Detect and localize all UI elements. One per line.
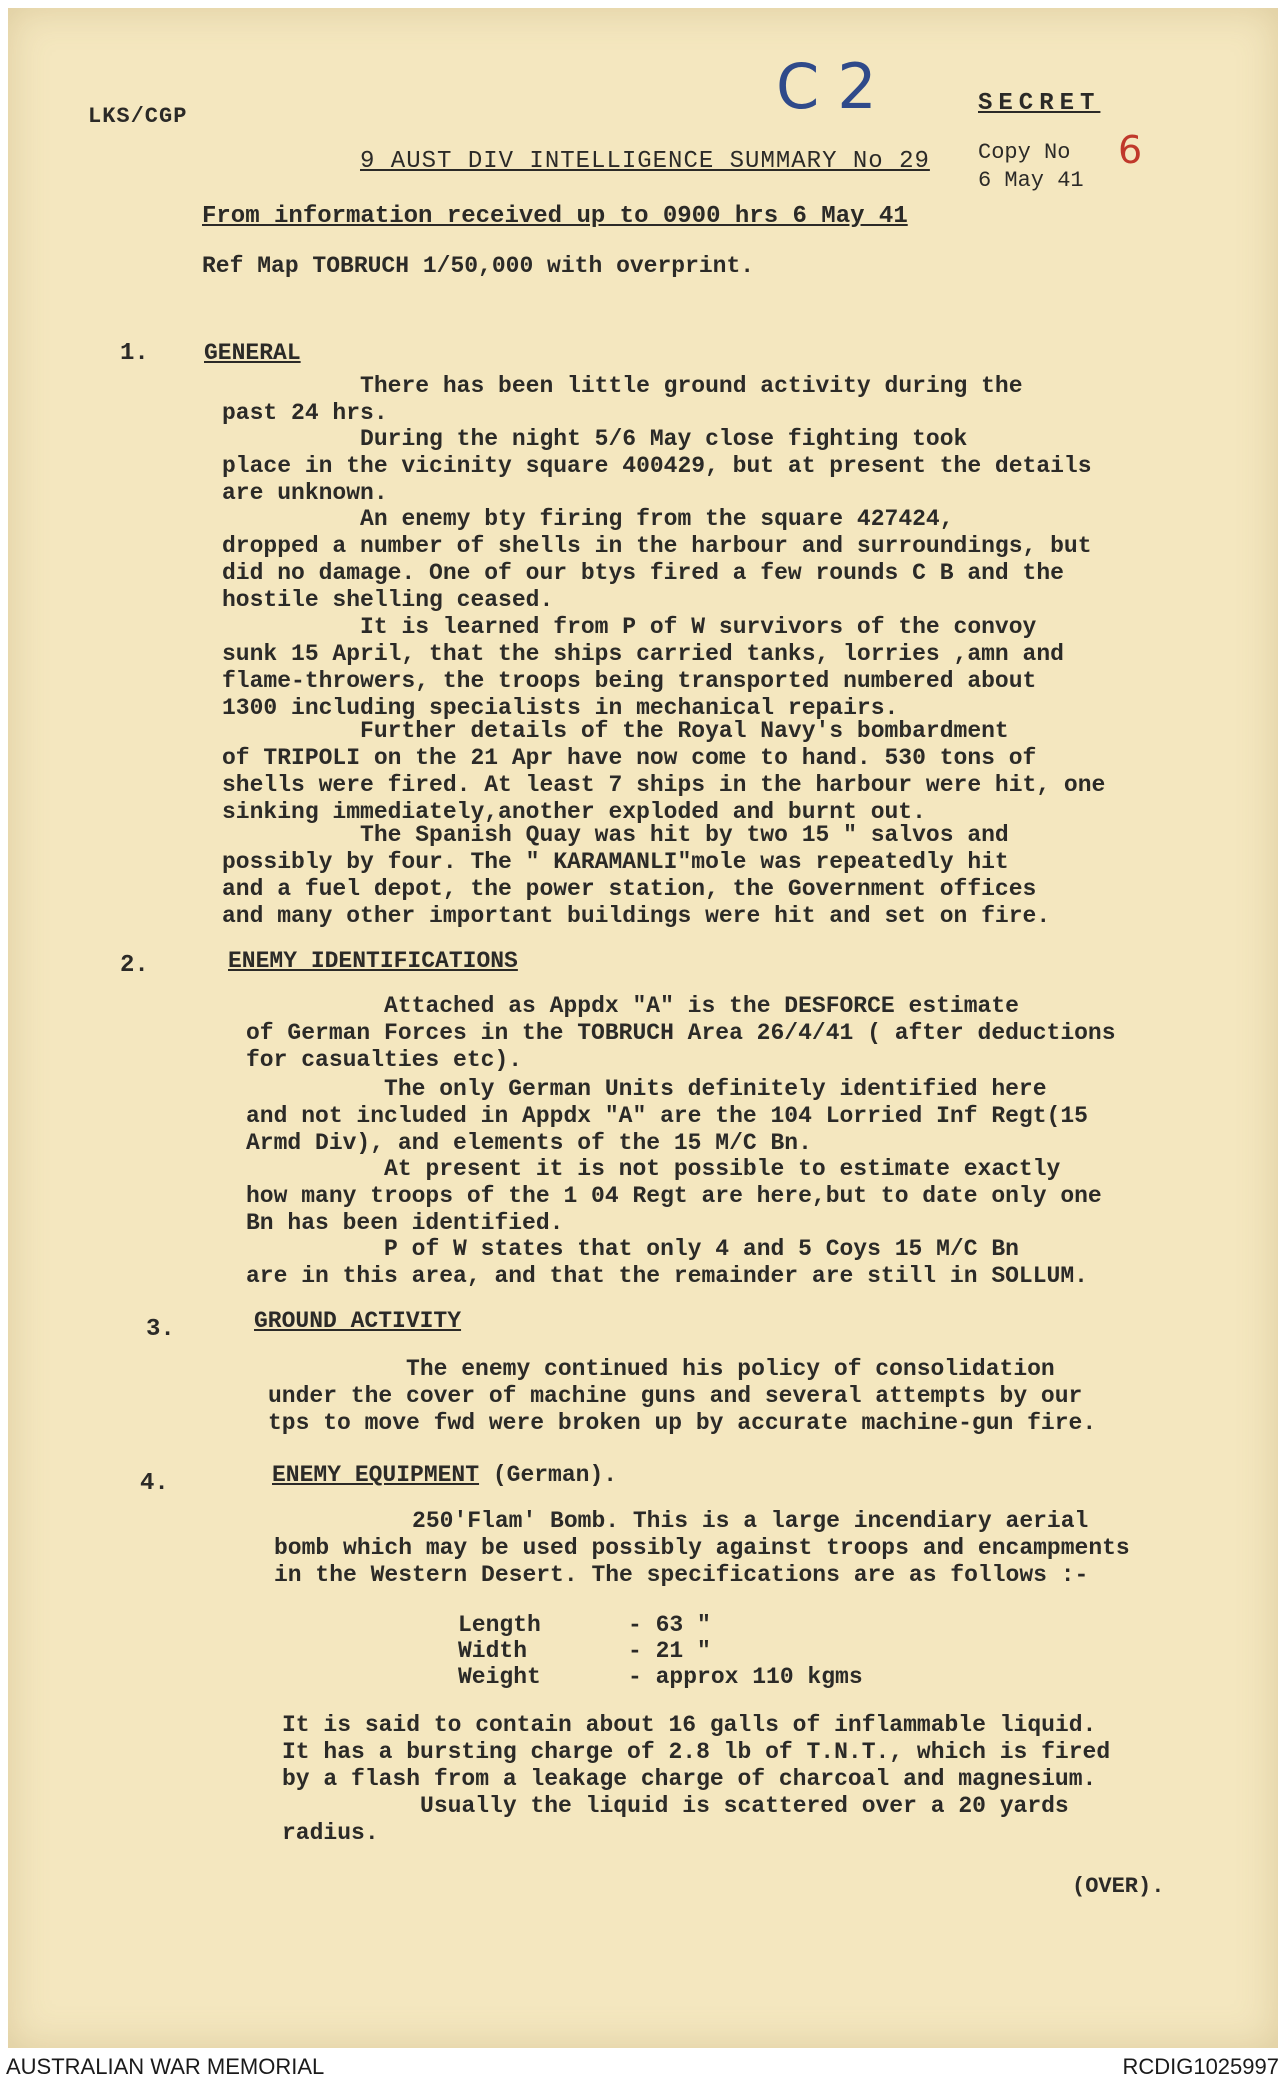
continuation-note: (OVER). — [1072, 1874, 1165, 1899]
section-heading-suffix: (German). — [479, 1462, 618, 1488]
spec-label: Weight — [458, 1664, 541, 1690]
spec-label: Length — [458, 1612, 541, 1638]
section-heading-enemy-equipment: ENEMY EQUIPMENT — [272, 1462, 480, 1488]
document-title: 9 AUST DIV INTELLIGENCE SUMMARY No 29 — [360, 148, 930, 175]
spec-row — [458, 1612, 863, 1638]
paragraph: At present it is not possible to estimate exactly how many troops of the 1 04 Regt are here,but to date only one Bn has been identified. — [246, 1156, 1102, 1236]
section-heading-ground-activity: GROUND ACTIVITY — [254, 1308, 462, 1334]
section-number: 1. — [120, 340, 149, 367]
section-heading-enemy-identifications: ENEMY IDENTIFICATIONS — [228, 948, 518, 974]
paragraph: Attached as Appdx "A" is the DESFORCE estimate of German Forces in the TOBRUCH Area 26/4/41 ( after deductions for casualties etc). — [246, 993, 1116, 1073]
spec-row — [458, 1638, 863, 1664]
spec-label: Width — [458, 1638, 528, 1664]
section-number: 4. — [140, 1470, 169, 1497]
paragraph: Further details of the Royal Navy's bombardment of TRIPOLI on the 21 Apr have now come to hand. 530 tons of shells were fired. At least 7 ships in the harbour were hit, one sinking immediately,another exploded and burnt out. — [222, 718, 1106, 825]
spec-value: - approx 110 kgms — [628, 1664, 863, 1690]
paragraph: During the night 5/6 May close fighting took place in the vicinity square 400429, but at present the details are unknown. — [222, 426, 1092, 506]
paragraph: It is said to contain about 16 galls of inflammable liquid. It has a bursting charge of 2.8 lb of T.N.T., which is fired by a flash from a leakage charge of charcoal and magnesium. Usually the liquid is scattered over a 20 yards radius. — [282, 1712, 1111, 1846]
copy-label: Copy No — [978, 140, 1071, 165]
archive-footer — [0, 2048, 1287, 2082]
document-date: 6 May 41 — [978, 168, 1084, 193]
paragraph: The Spanish Quay was hit by two 15 " salvos and possibly by four. The " KARAMANLI"mole was repeatedly hit and a fuel depot, the power station, the Government offices and many other important buildings were hit and set on fire. — [222, 822, 1051, 929]
section-number: 2. — [120, 952, 149, 979]
archive-id: RCDIG1025997 — [1122, 2054, 1279, 2079]
paragraph: An enemy bty firing from the square 427424, dropped a number of shells in the harbour and surroundings, but did no damage. One of our btys fired a few rounds C B and the hostile shelling ceased. — [222, 506, 1092, 613]
archive-name: AUSTRALIAN WAR MEMORIAL — [6, 2054, 325, 2079]
spec-value: - 21 " — [628, 1638, 711, 1664]
paragraph: It is learned from P of W survivors of the convoy sunk 15 April, that the ships carried tanks, lorries ,amn and flame-throwers, the troops being transported numbered about 1300 including specialists in mechanical repairs. — [222, 614, 1064, 721]
classification-label: SECRET — [978, 90, 1101, 117]
reference-code: LKS/CGP — [88, 104, 188, 129]
section-heading-line — [272, 1462, 617, 1488]
section-heading-general: GENERAL — [204, 340, 301, 366]
paragraph: The enemy continued his policy of consolidation under the cover of machine guns and several attempts by our tps to move fwd were broken up by accurate machine-gun fire. — [268, 1356, 1097, 1436]
spec-value: - 63 " — [628, 1612, 711, 1638]
copy-number: 6 — [1118, 128, 1143, 172]
paragraph: The only German Units definitely identified here and not included in Appdx "A" are the 104 Lorried Inf Regt(15 Armd Div), and elements of the 15 M/C Bn. — [246, 1076, 1088, 1156]
section-number: 3. — [146, 1316, 175, 1343]
information-cutoff: From information received up to 0900 hrs 6 May 41 — [202, 203, 908, 230]
paragraph: There has been little ground activity during the past 24 hrs. — [222, 373, 1023, 426]
reference-map: Ref Map TOBRUCH 1/50,000 with overprint. — [202, 253, 755, 279]
paragraph: P of W states that only 4 and 5 Coys 15 M/C Bn are in this area, and that the remainder are still in SOLLUM. — [246, 1236, 1088, 1289]
spec-row — [458, 1664, 863, 1690]
handwritten-mark: C2 — [776, 50, 895, 123]
paragraph: 250'Flam' Bomb. This is a large incendiary aerial bomb which may be used possibly against troops and encampments in the Western Desert. The specifications are as follows :- — [274, 1508, 1130, 1588]
document-page — [8, 8, 1278, 2048]
specification-list — [458, 1612, 863, 1690]
